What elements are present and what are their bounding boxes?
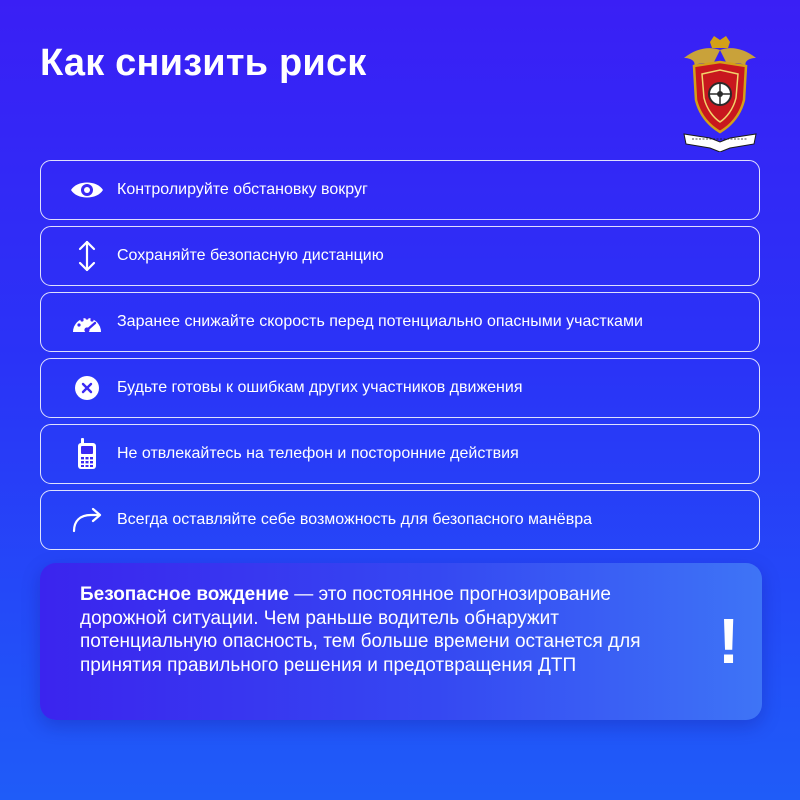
cross-circle-icon [67,373,107,403]
curved-arrow-icon [67,505,107,535]
tip-text: Не отвлекайтесь на телефон и посторонние действия [117,445,519,462]
callout-bold: Безопасное вождение [80,584,289,605]
callout-body: — это постоянное прогнозирование дорожной ситуации. Чем раньше водитель обнаружит потенциальную опасность, тем больше времени останется для принятия правильного решения и предотвращения ДТП [80,584,641,676]
speedometer-icon [67,307,107,337]
tip-text: Будьте готовы к ошибкам других участников движения [117,379,523,396]
tip-text: Контролируйте обстановку вокруг [117,181,368,198]
tip-item [40,160,760,220]
page-title: Как снизить риск [40,42,367,84]
tip-text: Всегда оставляйте себе возможность для безопасного манёвра [117,511,592,528]
callout-text [80,583,670,677]
tip-item [40,424,760,484]
tip-item [40,292,760,352]
exclamation-icon: ! [718,605,740,677]
police-emblem-icon [680,36,760,152]
tip-item [40,358,760,418]
tip-text: Сохраняйте безопасную дистанцию [117,247,384,264]
eye-icon [67,175,107,205]
phone-icon [67,439,107,469]
tip-item [40,490,760,550]
vertical-arrows-icon [67,241,107,271]
tips-list [40,160,760,556]
tip-text: Заранее снижайте скорость перед потенциально опасными участками [117,313,643,330]
info-callout [40,563,762,720]
tip-item [40,226,760,286]
